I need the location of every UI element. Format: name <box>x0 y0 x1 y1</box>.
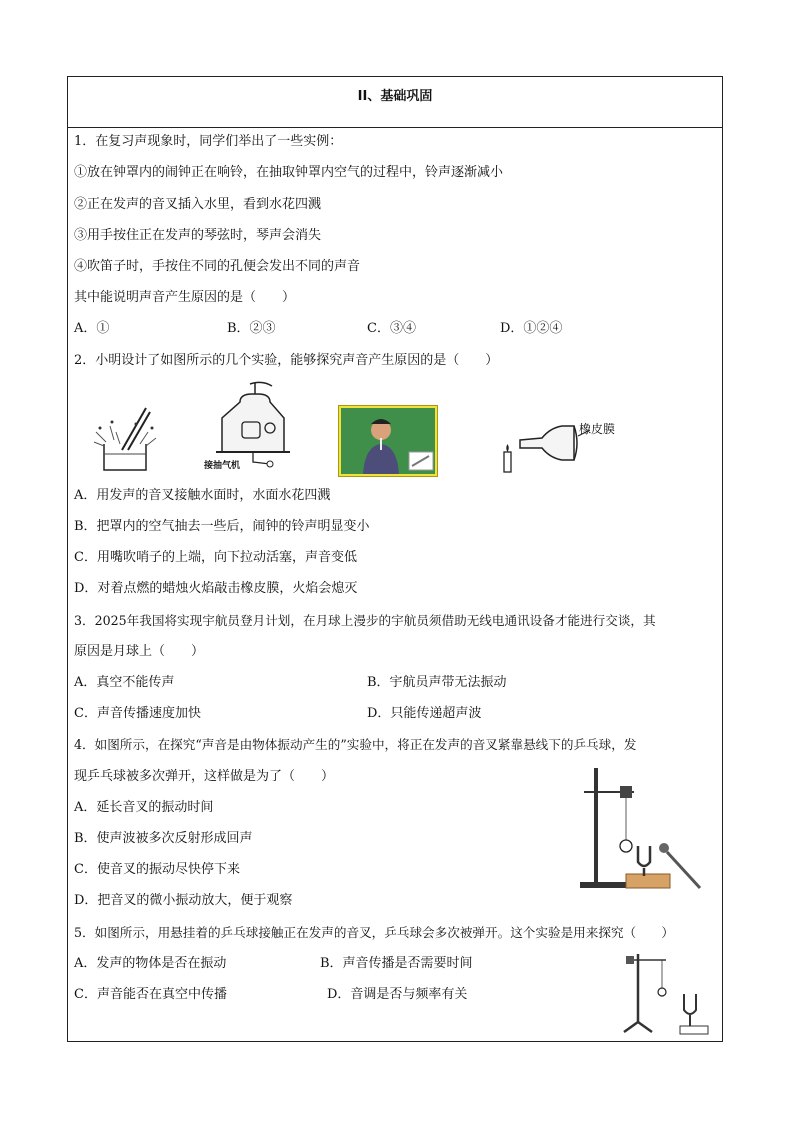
q2-option-a: A．用发声的音叉接触水面时，水面水花四溅 <box>74 488 331 503</box>
q1-item-4: ④吹笛子时，手按住不同的孔便会发出不同的声音 <box>74 259 361 274</box>
q1-option-d: D．①②④ <box>500 321 563 336</box>
q1-question: 其中能说明声音产生原因的是（ ） <box>74 290 296 305</box>
fig-membrane-label: 橡皮膜 <box>579 422 616 436</box>
q1-item-2: ②正在发声的音叉插入水里，看到水花四溅 <box>74 197 322 212</box>
fig-whistle-photo <box>338 405 438 477</box>
q5-option-b: B．声音传播是否需要时间 <box>320 956 473 971</box>
q3-option-c: C．声音传播速度加快 <box>74 706 201 721</box>
q4-option-b: B．使声波被多次反射形成回声 <box>74 831 253 846</box>
q2-option-b: B．把罩内的空气抽去一些后，闹钟的铃声明显变小 <box>74 519 370 534</box>
q3-option-a: A．真空不能传声 <box>74 675 175 690</box>
q1-option-c: C．③④ <box>367 321 416 336</box>
q1-stem: 1．在复习声现象时，同学们举出了一些实例： <box>74 134 343 149</box>
q1-item-1: ①放在钟罩内的闹钟正在响铃，在抽取钟罩内空气的过程中，铃声逐渐减小 <box>74 165 504 180</box>
q5-option-a: A．发声的物体是否在振动 <box>74 956 227 971</box>
q5-option-c: C．声音能否在真空中传播 <box>74 987 227 1002</box>
q1-item-3: ③用手按住正在发声的琴弦时，琴声会消失 <box>74 228 322 243</box>
q4-stem-line1: 4．如图所示，在探究“声音是由物体振动产生的”实验中，将正在发声的音叉紧靠悬线下的乒乓球，发 <box>74 737 637 752</box>
section-header <box>68 77 722 128</box>
q3-option-b: B．宇航员声带无法振动 <box>367 675 507 690</box>
q3-option-d: D．只能传递超声波 <box>367 706 482 721</box>
q2-option-c: C．用嘴吹哨子的上端，向下拉动活塞，声音变低 <box>74 550 357 565</box>
q2-stem: 2．小明设计了如图所示的几个实验，能够探究声音产生原因的是（ ） <box>74 353 499 368</box>
q1-option-a: A．① <box>74 321 110 336</box>
q4-option-d: D．把音叉的微小振动放大，便于观察 <box>74 893 293 908</box>
q3-stem-line2: 原因是月球上（ ） <box>74 644 205 659</box>
fig-pingpong-stand <box>574 762 710 894</box>
q1-option-b: B．②③ <box>227 321 276 336</box>
fig-fork-in-water <box>86 402 164 474</box>
q5-stem: 5．如图所示，用悬挂着的乒乓球接触正在发声的音叉，乒乓球会多次被弹开。这个实验是用来探究（ ） <box>74 925 674 940</box>
q2-option-d: D．对着点燃的蜡烛火焰敲击橡皮膜，火焰会熄灭 <box>74 581 358 596</box>
q4-option-a: A．延长音叉的振动时间 <box>74 800 214 815</box>
q4-option-c: C．使音叉的振动尽快停下来 <box>74 862 240 877</box>
q4-stem-line2: 现乒乓球被多次弹开，这样做是为了（ ） <box>74 769 335 784</box>
q3-stem-line1: 3．2025年我国将实现宇航员登月计划，在月球上漫步的宇航员须借助无线电通讯设备才能进行交谈，其 <box>74 613 656 628</box>
section-title: II、基础巩固 <box>357 89 433 104</box>
fig-small-stand <box>618 948 714 1036</box>
q5-option-d: D．音调是否与频率有关 <box>327 987 468 1002</box>
fig-pump-label: 接抽气机 <box>204 461 241 471</box>
